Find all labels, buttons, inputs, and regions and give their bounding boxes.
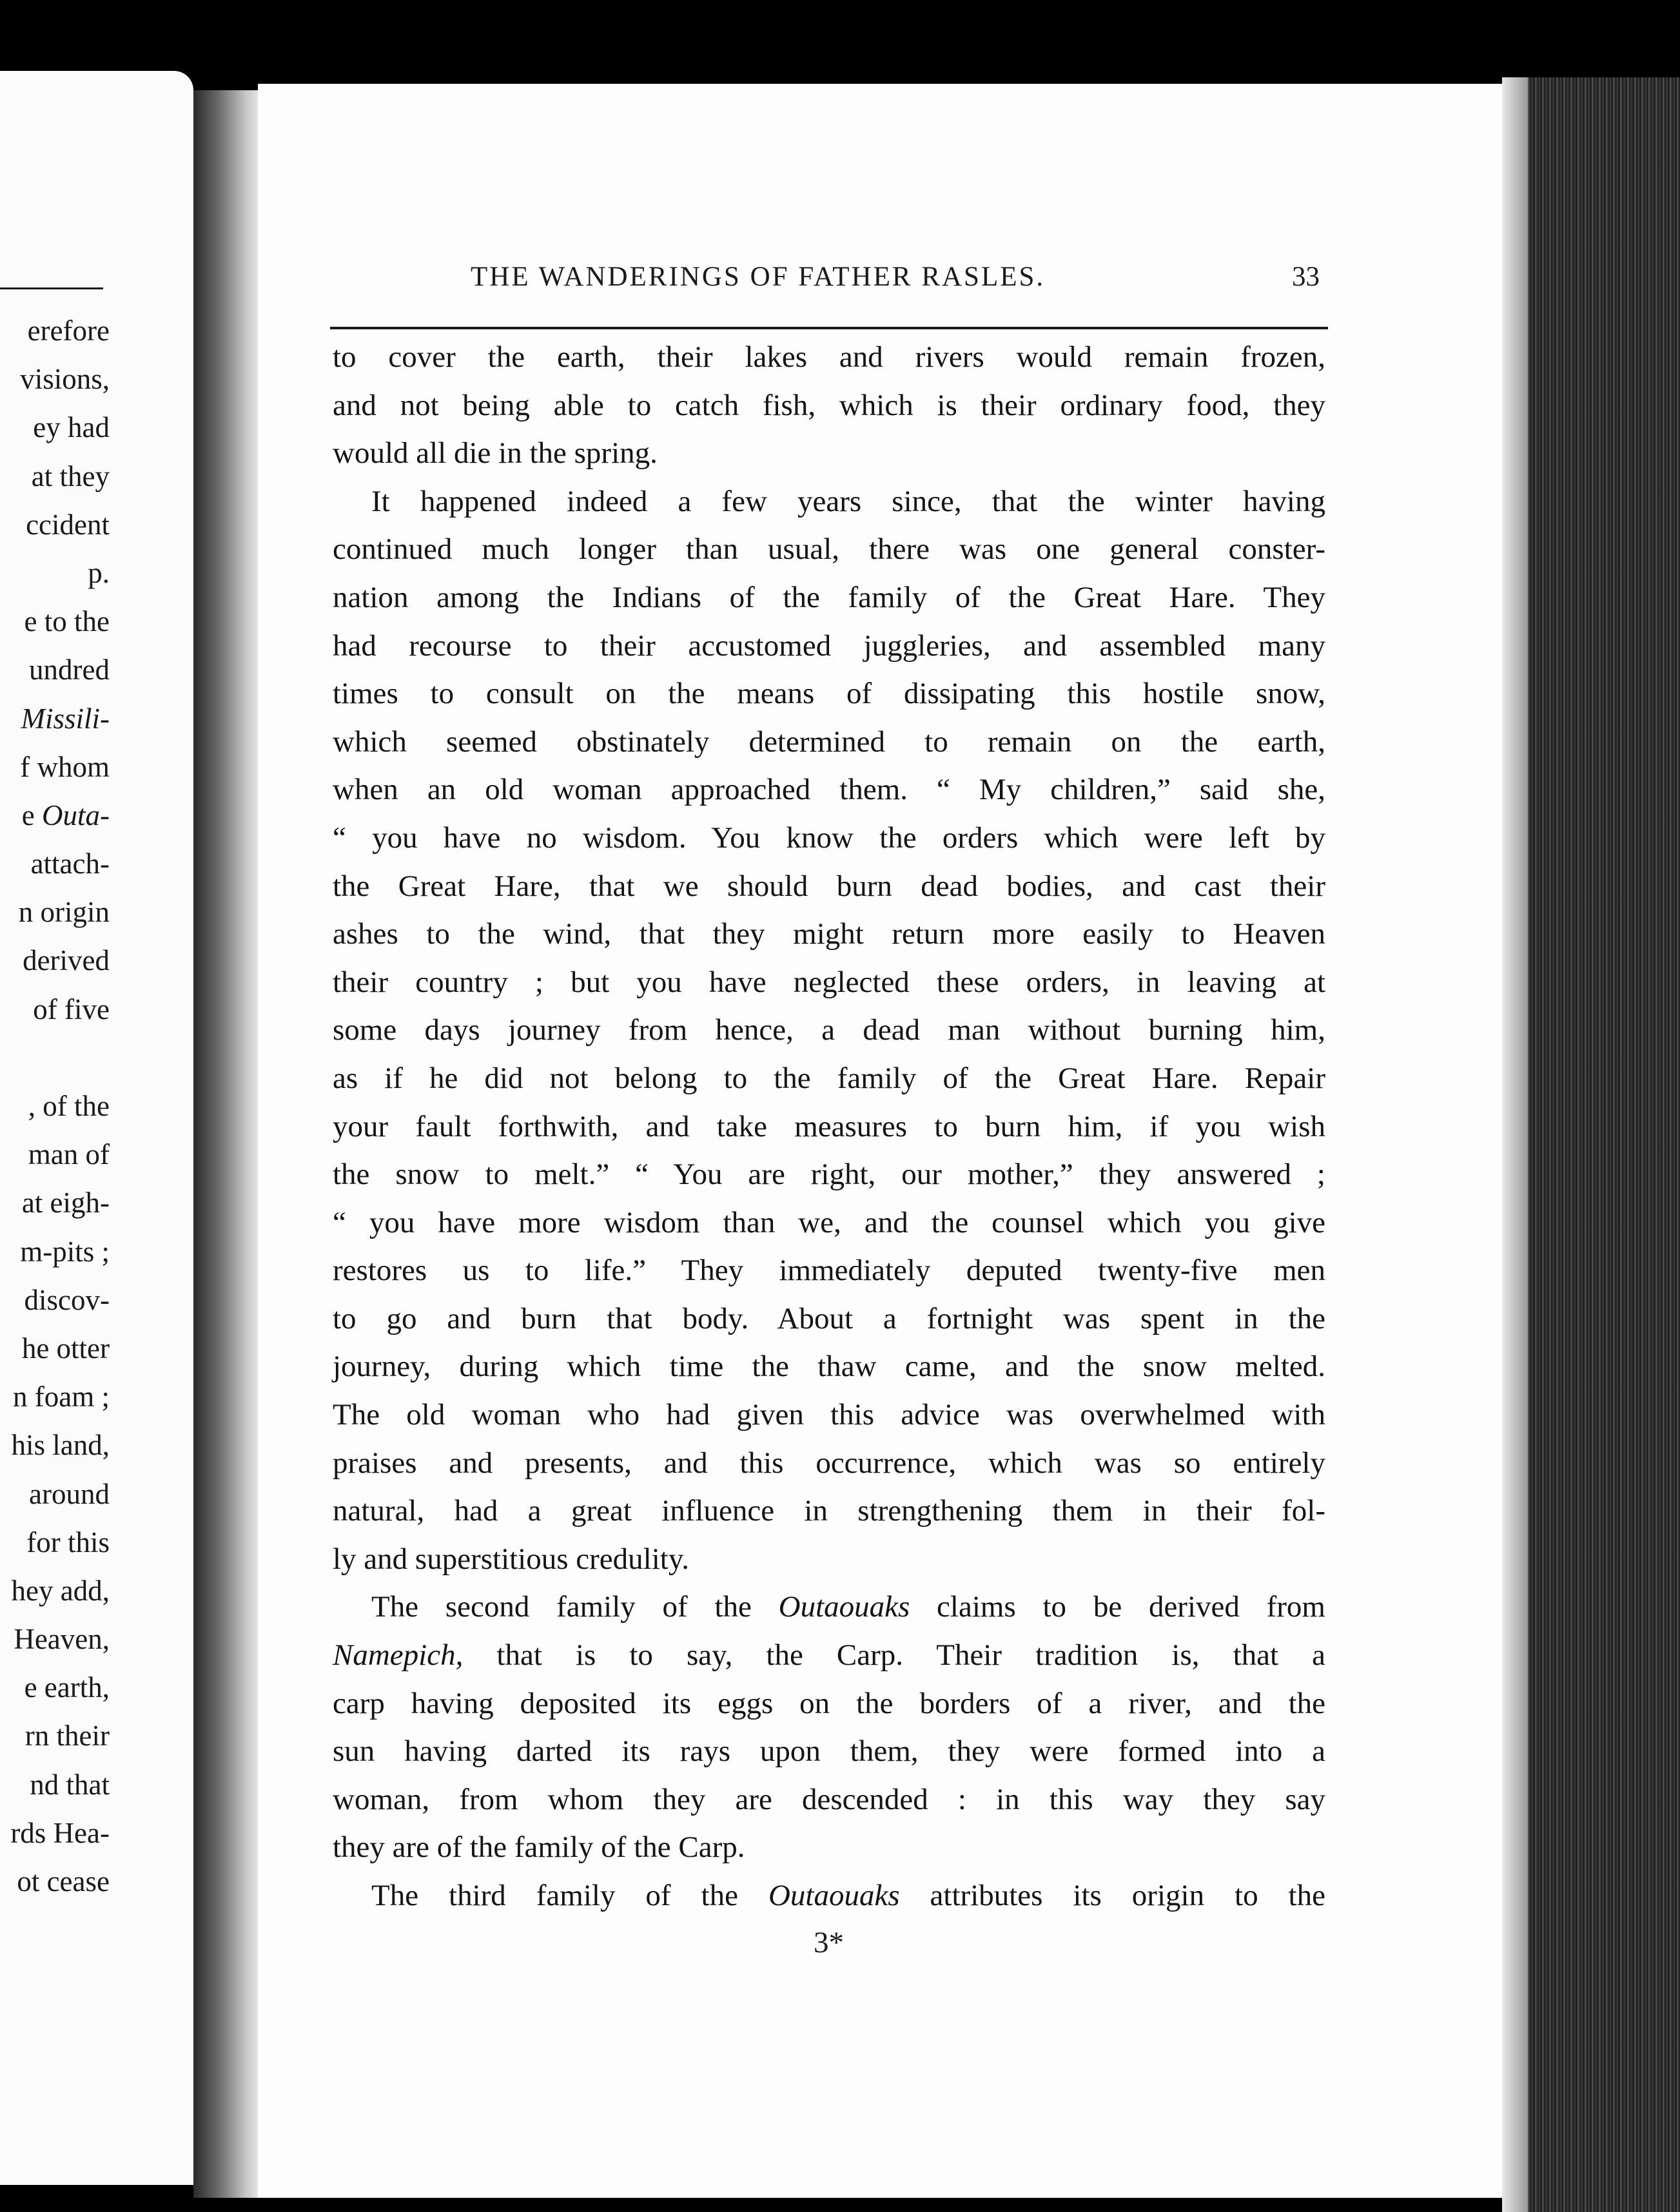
left-text-line: n origin [18,896,110,929]
text-line: natural, had a great influence in strengthening them in their fol- [333,1494,1325,1528]
text-line: to cover the earth, their lakes and rivers would remain frozen, [333,340,1325,374]
left-text-line: discov- [24,1283,110,1316]
left-page-rule [0,287,103,289]
book-page-edges [1502,77,1680,2212]
text-line: they are of the family of the Carp. [333,1830,745,1865]
left-text-line: rn their [24,1720,110,1752]
text-line: praises and presents, and this occurrence, which was so entirely [333,1446,1325,1480]
left-text-line: around [29,1477,110,1510]
left-text-line: visions, [20,363,110,396]
text-line: their country ; but you have neglected these orders, in leaving at [333,965,1325,999]
left-text-line: e to the [24,605,110,638]
text-line: as if he did not belong to the family of the Great Hare. Repair [333,1061,1325,1095]
text-line: It happened indeed a few years since, that the winter having [371,484,1325,518]
left-page-text [0,307,110,1906]
left-text-line: nd that [30,1768,110,1801]
italic-term: Outaouaks [768,1879,900,1912]
book-edge-highlight [1502,77,1528,2212]
left-text-line: f whom [20,750,110,783]
left-text-line: , of the [28,1090,110,1122]
text-line: ashes to the wind, that they might return more easily to Heaven [333,917,1325,951]
left-text-line: ot cease [17,1865,110,1897]
left-text-line: undred [29,654,110,686]
left-text-line: attach- [30,848,110,880]
text-line: would all die in the spring. [333,436,658,471]
running-head: THE WANDERINGS OF FATHER RASLES. [471,262,1046,292]
text-line: which seemed obstinately determined to remain on the earth, [333,724,1325,759]
text-line: restores us to life.” They immediately deputed twenty-five men [333,1254,1325,1288]
text-line: some days journey from hence, a dead man without burning him, [333,1013,1325,1047]
left-text-line: p. [88,556,110,589]
body-text [333,333,1325,1920]
text-line: ly and superstitious credulity. [333,1542,690,1576]
book-gutter-shadow [193,90,264,2198]
left-text-line: rds Hea- [10,1816,110,1849]
left-text-line: of five [33,993,110,1025]
left-text-line: for this [26,1526,110,1558]
left-text-line: e Outa- [21,799,110,831]
left-text-line: man of [28,1138,110,1171]
text-line: journey, during which time the thaw came, and the snow melted. [333,1350,1325,1384]
text-line: carp having deposited its eggs on the borders of a river, and the [333,1686,1325,1720]
text-line: The old woman who had given this advice was overwhelmed with [333,1398,1325,1432]
left-text-line: he otter [21,1332,110,1364]
left-text-line [0,695,110,743]
text-line: Namepich, that is to say, the Carp. Their tradition is, that a [333,1638,1325,1673]
left-text-line: n foam ; [13,1381,110,1413]
left-text-line: at eigh- [21,1187,110,1219]
italic-term: Outa- [42,799,110,831]
paragraph-gap [0,1034,110,1082]
left-text-line: erefore [27,315,110,347]
left-text-line: Heaven, [14,1623,110,1656]
text-line: your fault forthwith, and take measures to burn him, if you wish [333,1109,1325,1143]
left-text-line: at they [31,460,110,492]
header-rule [330,327,1328,329]
left-text-line: hey add, [11,1574,110,1607]
italic-term: Missili- [21,702,110,735]
left-text-line: ccident [26,508,110,541]
text-line: continued much longer than usual, there was one general conster- [333,532,1325,567]
signature-mark: 3* [814,1926,844,1959]
text-line: sun having darted its rays upon them, they were formed into a [333,1734,1325,1769]
italic-term: Namepich, [333,1638,464,1673]
text-line: The second family of the Outaouaks claims to be derived from [371,1590,1325,1624]
page-number: 33 [1292,262,1320,292]
text-line: “ you have more wisdom than we, and the counsel which you give [333,1205,1325,1239]
text-line: had recourse to their accustomed juggleries, and assembled many [333,628,1325,663]
left-facing-page [0,71,193,2185]
text-line: when an old woman approached them. “ My children,” said she, [333,773,1325,807]
text-line: and not being able to catch fish, which is their ordinary food, they [333,388,1325,422]
left-text-line: ey had [33,411,110,444]
text-line: “ you have no wisdom. You know the orders which were left by [333,820,1325,855]
text-line: The third family of the Outaouaks attributes its origin to the [371,1879,1325,1912]
text-line: nation among the Indians of the family of the Great Hare. They [333,580,1325,614]
left-text-line: his land, [11,1429,110,1462]
text-line: the snow to melt.” “ You are right, our mother,” they answered ; [333,1158,1325,1192]
text-line: woman, from whom they are descended : in this way they say [333,1782,1325,1816]
italic-term: Outaouaks [778,1590,910,1624]
left-text-line: e earth, [24,1671,110,1704]
text-line: to go and burn that body. About a fortnight was spent in the [333,1301,1325,1335]
text-line: the Great Hare, that we should burn dead bodies, and cast their [333,869,1325,903]
left-text-line: m-pits ; [20,1235,110,1268]
left-text-line: derived [23,944,110,977]
text-line: times to consult on the means of dissipating this hostile snow, [333,677,1325,711]
